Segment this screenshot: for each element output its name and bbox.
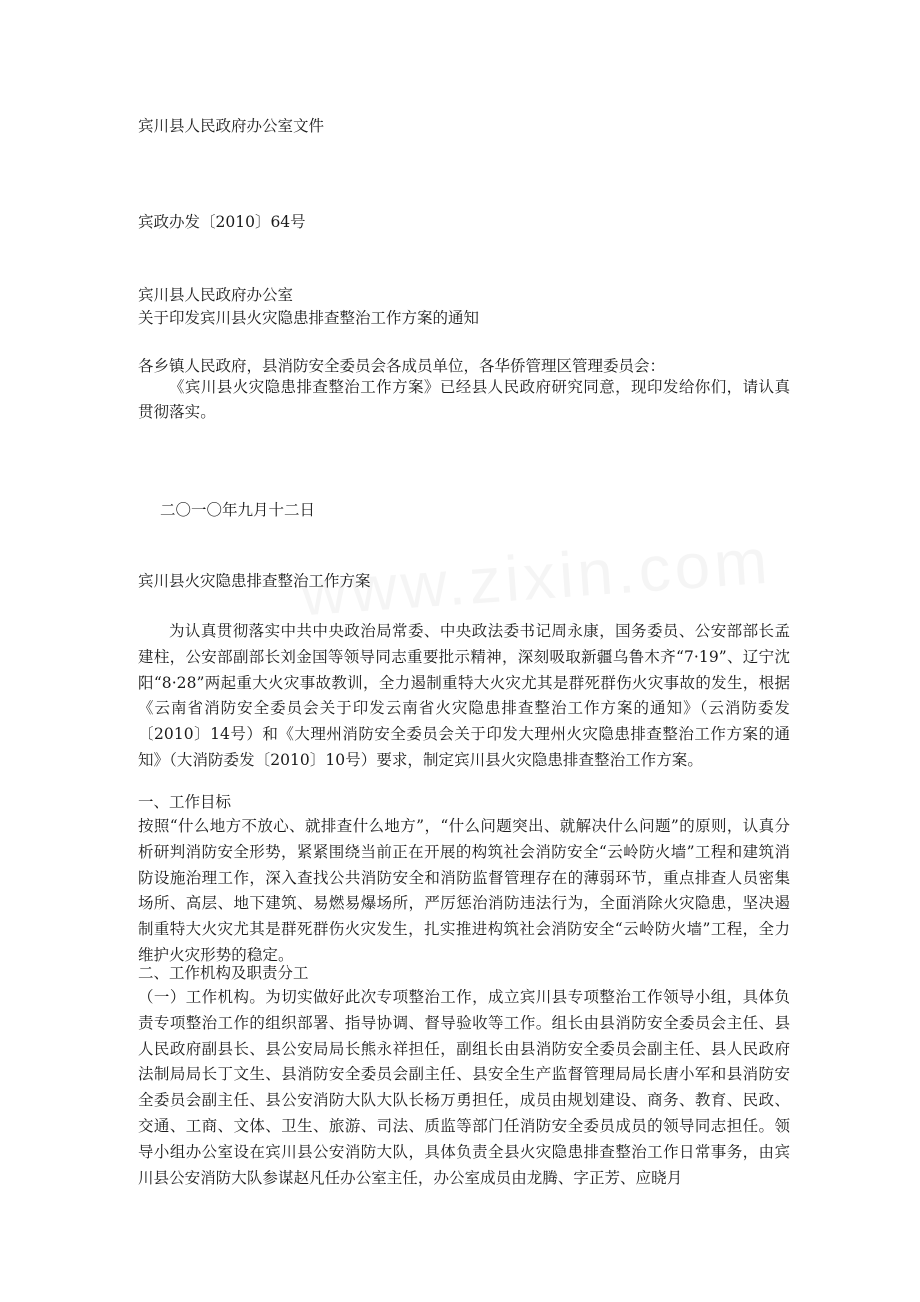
document-number: 宾政办发〔2010〕64号: [138, 213, 306, 231]
notice-date: 二〇一〇年九月十二日: [160, 501, 316, 519]
section-2-body: （一）工作机构。为切实做好此次专项整治工作，成立宾川县专项整治工作领导小组，具体负责专项整治工作的组织部署、指导协调、督导验收等工作。组长由县消防安全委员会主任、县人民政府副县长、县公安局局长熊永祥担任，副组长由县消防安全委员会副主任、县人民政府法制局局长丁文生、县消防安全委员会副主任、县安全生产监督管理局局长唐小军和县消防安全委员会副主任、县公安消防大队大队长杨万勇担任，成员由规划建设、商务、教育、民政、交通、工商、文体、卫生、旅游、司法、质监等部门任消防安全委员成员的领导同志担任。领导小组办公室设在宾川县公安消防大队，具体负责全县火灾隐患排查整治工作日常事务，由宾川县公安消防大队参谋赵凡任办公室主任，办公室成员由龙腾、字正芳、应晓月: [138, 988, 790, 1187]
section-1-body: 按照“什么地方不放心、就排查什么地方”，“什么问题突出、就解决什么问题”的原则，认真分析研判消防安全形势，紧紧围绕当前正在开展的构筑社会消防安全“云岭防火墙”工程和建筑消防设施治理工作，深入查找公共消防安全和消防监督管理存在的薄弱环节，重点排查人员密集场所、高层、地下建筑、易燃易爆场所，严厉惩治消防违法行为，全面消除火灾隐患，坚决遏制重特大火灾尤其是群死群伤火灾发生，扎实推进构筑社会消防安全“云岭防火墙”工程，全力维护火灾形势的稳定。: [138, 817, 790, 964]
issuer-file-title: 宾川县人民政府办公室文件: [138, 117, 325, 135]
plan-intro-paragraph: 为认真贯彻落实中共中央政治局常委、中央政法委书记周永康，国务委员、公安部部长孟建柱，公安部副部长刘金国等领导同志重要批示精神，深刻吸取新疆乌鲁木齐“7·19”、辽宁沈阳“8·28”两起重大火灾事故教训，全力遏制重特大火灾尤其是群死群伤火灾事故的发生，根据《云南省消防安全委员会关于印发云南省火灾隐患排查整治工作方案的通知》（云消防委发〔2010〕14号）和《大理州消防安全委员会关于印发大理州火灾隐患排查整治工作方案的通知》（大消防委发〔2010〕10号）要求，制定宾川县火灾隐患排查整治工作方案。: [138, 622, 790, 769]
notice-addressee: 各乡镇人民政府，县消防安全委员会各成员单位，各华侨管理区管理委员会：: [138, 357, 666, 375]
section-2-heading: 二、工作机构及职责分工: [138, 964, 309, 982]
notice-subject: 关于印发宾川县火灾隐患排查整治工作方案的通知: [138, 309, 480, 327]
notice-body: 《宾川县火灾隐患排查整治工作方案》已经县人民政府研究同意，现印发给你们，请认真贯彻落实。: [138, 378, 790, 421]
issuing-office: 宾川县人民政府办公室: [138, 286, 294, 304]
section-1-heading: 一、工作目标: [138, 793, 232, 811]
plan-title: 宾川县火灾隐患排查整治工作方案: [138, 572, 371, 590]
